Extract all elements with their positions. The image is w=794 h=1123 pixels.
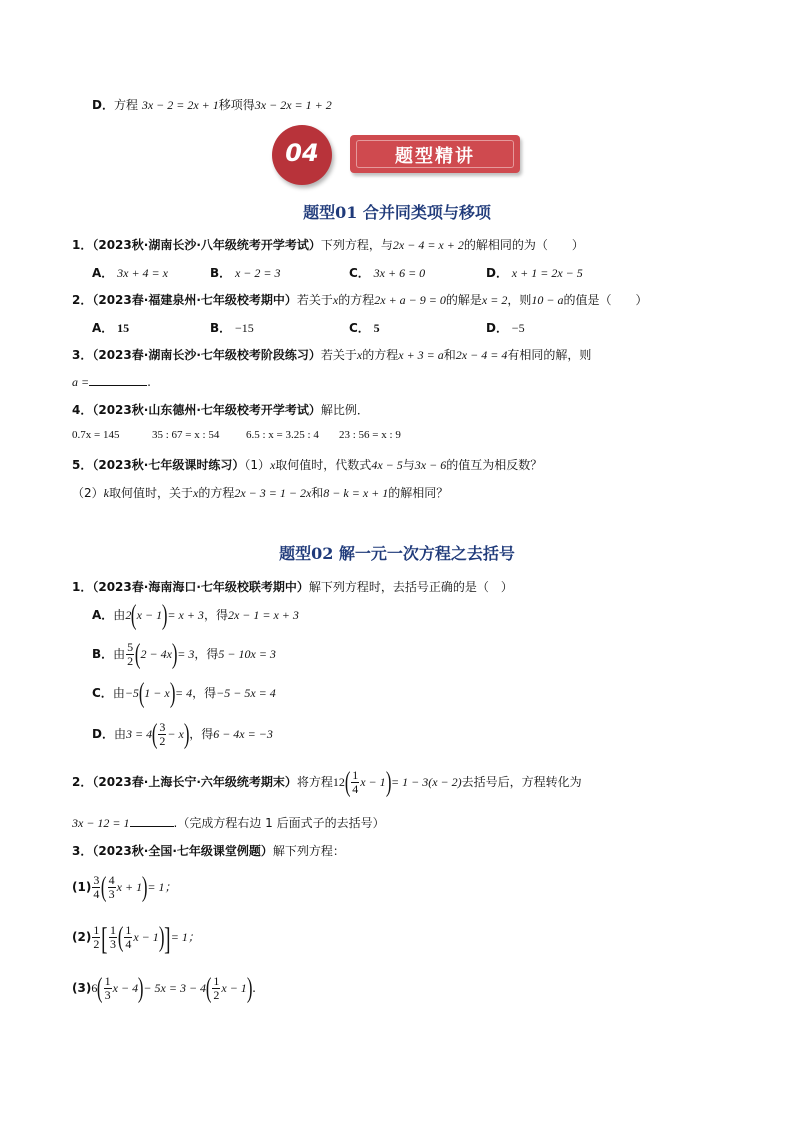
text: 解比例． (320, 403, 369, 417)
variable: x (269, 458, 276, 472)
sub-question-1: (1) $\frac{3}{4}$ ( $\frac{4}{3}$ x + 1)= 1； (72, 871, 177, 903)
option-b[interactable]: B．由 $\frac{5}{2}$ (2 − 4x)= 3，得5 − 10x = 3 (92, 638, 276, 670)
option-label: D． (486, 321, 508, 335)
option-d[interactable] (486, 264, 583, 281)
question-1 (72, 578, 513, 595)
fraction: $\frac{4}{3}$ (108, 873, 115, 901)
text: 的方程 (198, 486, 235, 500)
option-c[interactable] (349, 264, 425, 281)
fraction: $\frac{1}{2}$ (213, 974, 220, 1002)
equation: x − 1 (136, 608, 163, 622)
option-d-line (92, 96, 332, 113)
equation: x = 2 (481, 293, 508, 307)
answer-blank[interactable] (89, 373, 147, 386)
equation: −5 − 5x = 4 (216, 686, 276, 700)
equation: = 1； (170, 930, 200, 944)
equation: − x (167, 727, 184, 741)
equation: = 1； (147, 880, 177, 894)
banner-title: 题型精讲 (395, 146, 475, 167)
question-source: （2023秋·湖南长沙·八年级统考开学考试） (92, 238, 321, 252)
text: ，则 (507, 293, 532, 307)
question-number: 5． (72, 458, 93, 472)
equation: 2 (125, 608, 132, 622)
question-number: 2． (72, 293, 93, 307)
text: 若关于 (320, 348, 357, 362)
variable: x (356, 348, 363, 362)
option-d[interactable]: D．由3 = 4( $\frac{3}{2}$ − x)，得6 − 4x = −3 (92, 718, 273, 750)
option-b[interactable] (210, 264, 281, 281)
proportion-2: 35 : 67 = x : 54 (152, 429, 220, 441)
question-number: 3． (72, 348, 93, 362)
text: 的解相同的为（ ） (463, 238, 584, 252)
equation: 6 (91, 981, 98, 995)
equation: x + 3 = a (398, 348, 444, 362)
question-1 (72, 236, 584, 253)
fraction: $\frac{1}{3}$ (104, 974, 111, 1002)
text: 方程 (113, 98, 138, 112)
equation: −5 (124, 686, 139, 700)
fraction: $\frac{3}{2}$ (159, 720, 166, 748)
fraction: $\frac{5}{2}$ (127, 640, 134, 668)
option-value: 3x + 4 = x (117, 266, 168, 280)
expression: 4x − 5 (371, 458, 403, 472)
option-label: B． (210, 266, 232, 280)
variable: k (103, 486, 109, 500)
equation: 12 (332, 775, 345, 789)
question-source: （2023春·湖南长沙·七年级校考阶段练习） (92, 348, 321, 362)
question-number: 1． (72, 580, 93, 594)
text: ，得 (192, 686, 217, 700)
option-b[interactable] (210, 319, 254, 336)
text: 的值互为相反数？ (446, 458, 543, 472)
option-value: 15 (117, 321, 130, 335)
question-number: 1． (72, 238, 93, 252)
text: 和 (443, 348, 456, 362)
answer-line (72, 814, 385, 831)
equation: 3x − 2x = 1 + 2 (254, 98, 332, 112)
text: ，得 (194, 647, 219, 661)
text: 由 (112, 686, 125, 700)
text: 有相同的解，则 (507, 348, 592, 362)
text: ，得 (203, 608, 228, 622)
text: 和 (311, 486, 324, 500)
question-5-part-2 (72, 484, 448, 501)
equation: x − 1 (221, 981, 247, 995)
text: 取何值时，关于 (108, 486, 193, 500)
equation: 8 − k = x + 1 (323, 486, 389, 500)
text: . (252, 981, 256, 995)
text: 的方程 (338, 293, 375, 307)
text: 与 (402, 458, 415, 472)
part-label: (2) (72, 930, 92, 944)
option-label: D． (92, 98, 114, 112)
option-value: −5 (511, 321, 525, 335)
equation: = 1 − 3(x − 2) (391, 775, 462, 789)
question-number: 2． (72, 775, 93, 789)
proportion-4: 23 : 56 = x : 9 (339, 429, 401, 441)
proportion-3: 6.5 : x = 3.25 : 4 (246, 429, 319, 441)
section-banner (272, 125, 524, 187)
option-label: C． (349, 321, 370, 335)
text: 由 (113, 608, 126, 622)
option-value: x − 2 = 3 (234, 266, 281, 280)
equation: 2x + a − 9 = 0 (374, 293, 446, 307)
option-label: C． (349, 266, 370, 280)
option-value: 3x + 6 = 0 (373, 266, 426, 280)
equation: 3 = 4 (125, 727, 153, 741)
equation: = 4 (175, 686, 193, 700)
equation: 2 − 4x (140, 647, 172, 661)
text: 取何值时，代数式 (275, 458, 372, 472)
equation: = x + 3 (167, 608, 204, 622)
option-label: B． (92, 647, 114, 661)
equation: 6 − 4x = −3 (213, 727, 273, 741)
expression: 10 − a (531, 293, 564, 307)
question-source: （2023秋·七年级课时练习） (92, 458, 245, 472)
text: .（完成方程右边 1 后面式子的去括号） (173, 816, 385, 830)
text: . (147, 375, 151, 389)
question-number: 3． (72, 844, 93, 858)
option-label: A． (92, 321, 114, 335)
option-label: A． (92, 266, 114, 280)
equation: 2x − 4 = 4 (455, 348, 508, 362)
equation: x − 1 (133, 930, 159, 944)
answer-label: a = (72, 375, 90, 389)
fraction: $\frac{1}{3}$ (109, 923, 116, 951)
answer-line (72, 373, 151, 390)
option-a[interactable] (92, 319, 129, 336)
text: 若关于 (296, 293, 333, 307)
text: 下列方程，与 (320, 238, 393, 252)
equation: 2x − 1 = x + 3 (227, 608, 299, 622)
question-3 (72, 842, 345, 859)
text: 由 (113, 727, 126, 741)
option-d[interactable] (486, 319, 525, 336)
equation: x − 4 (112, 981, 139, 995)
fraction: $\frac{1}{2}$ (93, 923, 100, 951)
variable: x (332, 293, 339, 307)
option-label: C． (92, 686, 113, 700)
text: 解下列方程时，去括号正确的是（ ） (308, 580, 513, 594)
equation: 1 − x (144, 686, 170, 700)
section-title: 题型01 合并同类项与移项 (303, 203, 491, 222)
option-c[interactable]: C．由−5(1 − x)= 4，得−5 − 5x = 4 (92, 677, 276, 709)
sub-question-2: (2) $\frac{1}{2}$ [ $\frac{1}{3}$ ( $\frac{1}{4}$ x − 1)]= 1； (72, 919, 200, 956)
text: ，得 (189, 727, 214, 741)
expression: 3x − 6 (414, 458, 447, 472)
text: 解下列方程： (272, 844, 345, 858)
option-value: −15 (234, 321, 254, 335)
text: 去括号后，方程转化为 (461, 775, 582, 789)
part-label: (3) (72, 981, 92, 995)
option-value: x + 1 = 2x − 5 (511, 266, 583, 280)
equation: = 3 (177, 647, 195, 661)
proportion-1: 0.7x = 145 (72, 429, 120, 441)
question-2 (72, 291, 647, 308)
fraction: $\frac{1}{4}$ (352, 768, 359, 796)
equation: − 5x = 3 − 4 (143, 981, 207, 995)
sub-question-3: (3)6( $\frac{1}{3}$ x − 4)− 5x = 3 − 4( $\frac{1}{2}$ x − 1). (72, 972, 256, 1004)
section-title: 题型02 解一元一次方程之去括号 (279, 544, 515, 563)
option-label: D． (92, 727, 114, 741)
question-5 (72, 456, 542, 473)
option-label: D． (486, 266, 508, 280)
banner-number-circle (272, 125, 332, 185)
question-source: （2023春·海南海口·七年级校联考期中） (92, 580, 309, 594)
question-source: （2023秋·山东德州·七年级校考开学考试） (92, 403, 321, 417)
question-3 (72, 346, 591, 363)
part-label: （1） (244, 458, 270, 472)
question-2: 2．（2023春·上海长宁·六年级统考期末）将方程12( $\frac{1}{4}$ x − 1)= 1 − 3(x − 2)去括号后，方程转化为 (72, 766, 582, 798)
equation: 3x − 2 = 2x + 1 (141, 98, 219, 112)
option-c[interactable] (349, 319, 380, 336)
fraction: $\frac{3}{4}$ (93, 873, 100, 901)
option-a[interactable]: A．由2(x − 1)= x + 3，得2x − 1 = x + 3 (92, 599, 299, 631)
question-source: （2023秋·全国·七年级课堂例题） (92, 844, 273, 858)
text: 移项得 (218, 98, 255, 112)
question-number: 4． (72, 403, 93, 417)
banner-number: 04 (285, 139, 319, 167)
option-a[interactable] (92, 264, 168, 281)
option-label: B． (210, 321, 232, 335)
banner-bar (350, 135, 520, 173)
text: 的值是（ ） (563, 293, 648, 307)
question-4 (72, 401, 369, 418)
text: 的方程 (362, 348, 399, 362)
text: 的解相同？ (388, 486, 449, 500)
equation: 2x − 3 = 1 − 2x (234, 486, 312, 500)
equation: 3x − 12 = 1 (72, 816, 130, 830)
text: 的解是 (445, 293, 482, 307)
answer-blank[interactable] (130, 814, 174, 827)
text: 由 (113, 647, 126, 661)
equation: x − 1 (360, 775, 386, 789)
variable: x (192, 486, 199, 500)
option-label: A． (92, 608, 114, 622)
equation: 5 − 10x = 3 (218, 647, 276, 661)
equation: x + 1 (116, 880, 143, 894)
fraction: $\frac{1}{4}$ (125, 923, 132, 951)
equation: 2x − 4 = x + 2 (392, 238, 464, 252)
text: 将方程 (296, 775, 333, 789)
part-label: (1) (72, 880, 92, 894)
question-source: （2023春·上海长宁·六年级统考期末） (92, 775, 297, 789)
question-source: （2023春·福建泉州·七年级校考期中） (92, 293, 297, 307)
part-label: （2） (72, 486, 104, 500)
option-value: 5 (373, 321, 380, 335)
